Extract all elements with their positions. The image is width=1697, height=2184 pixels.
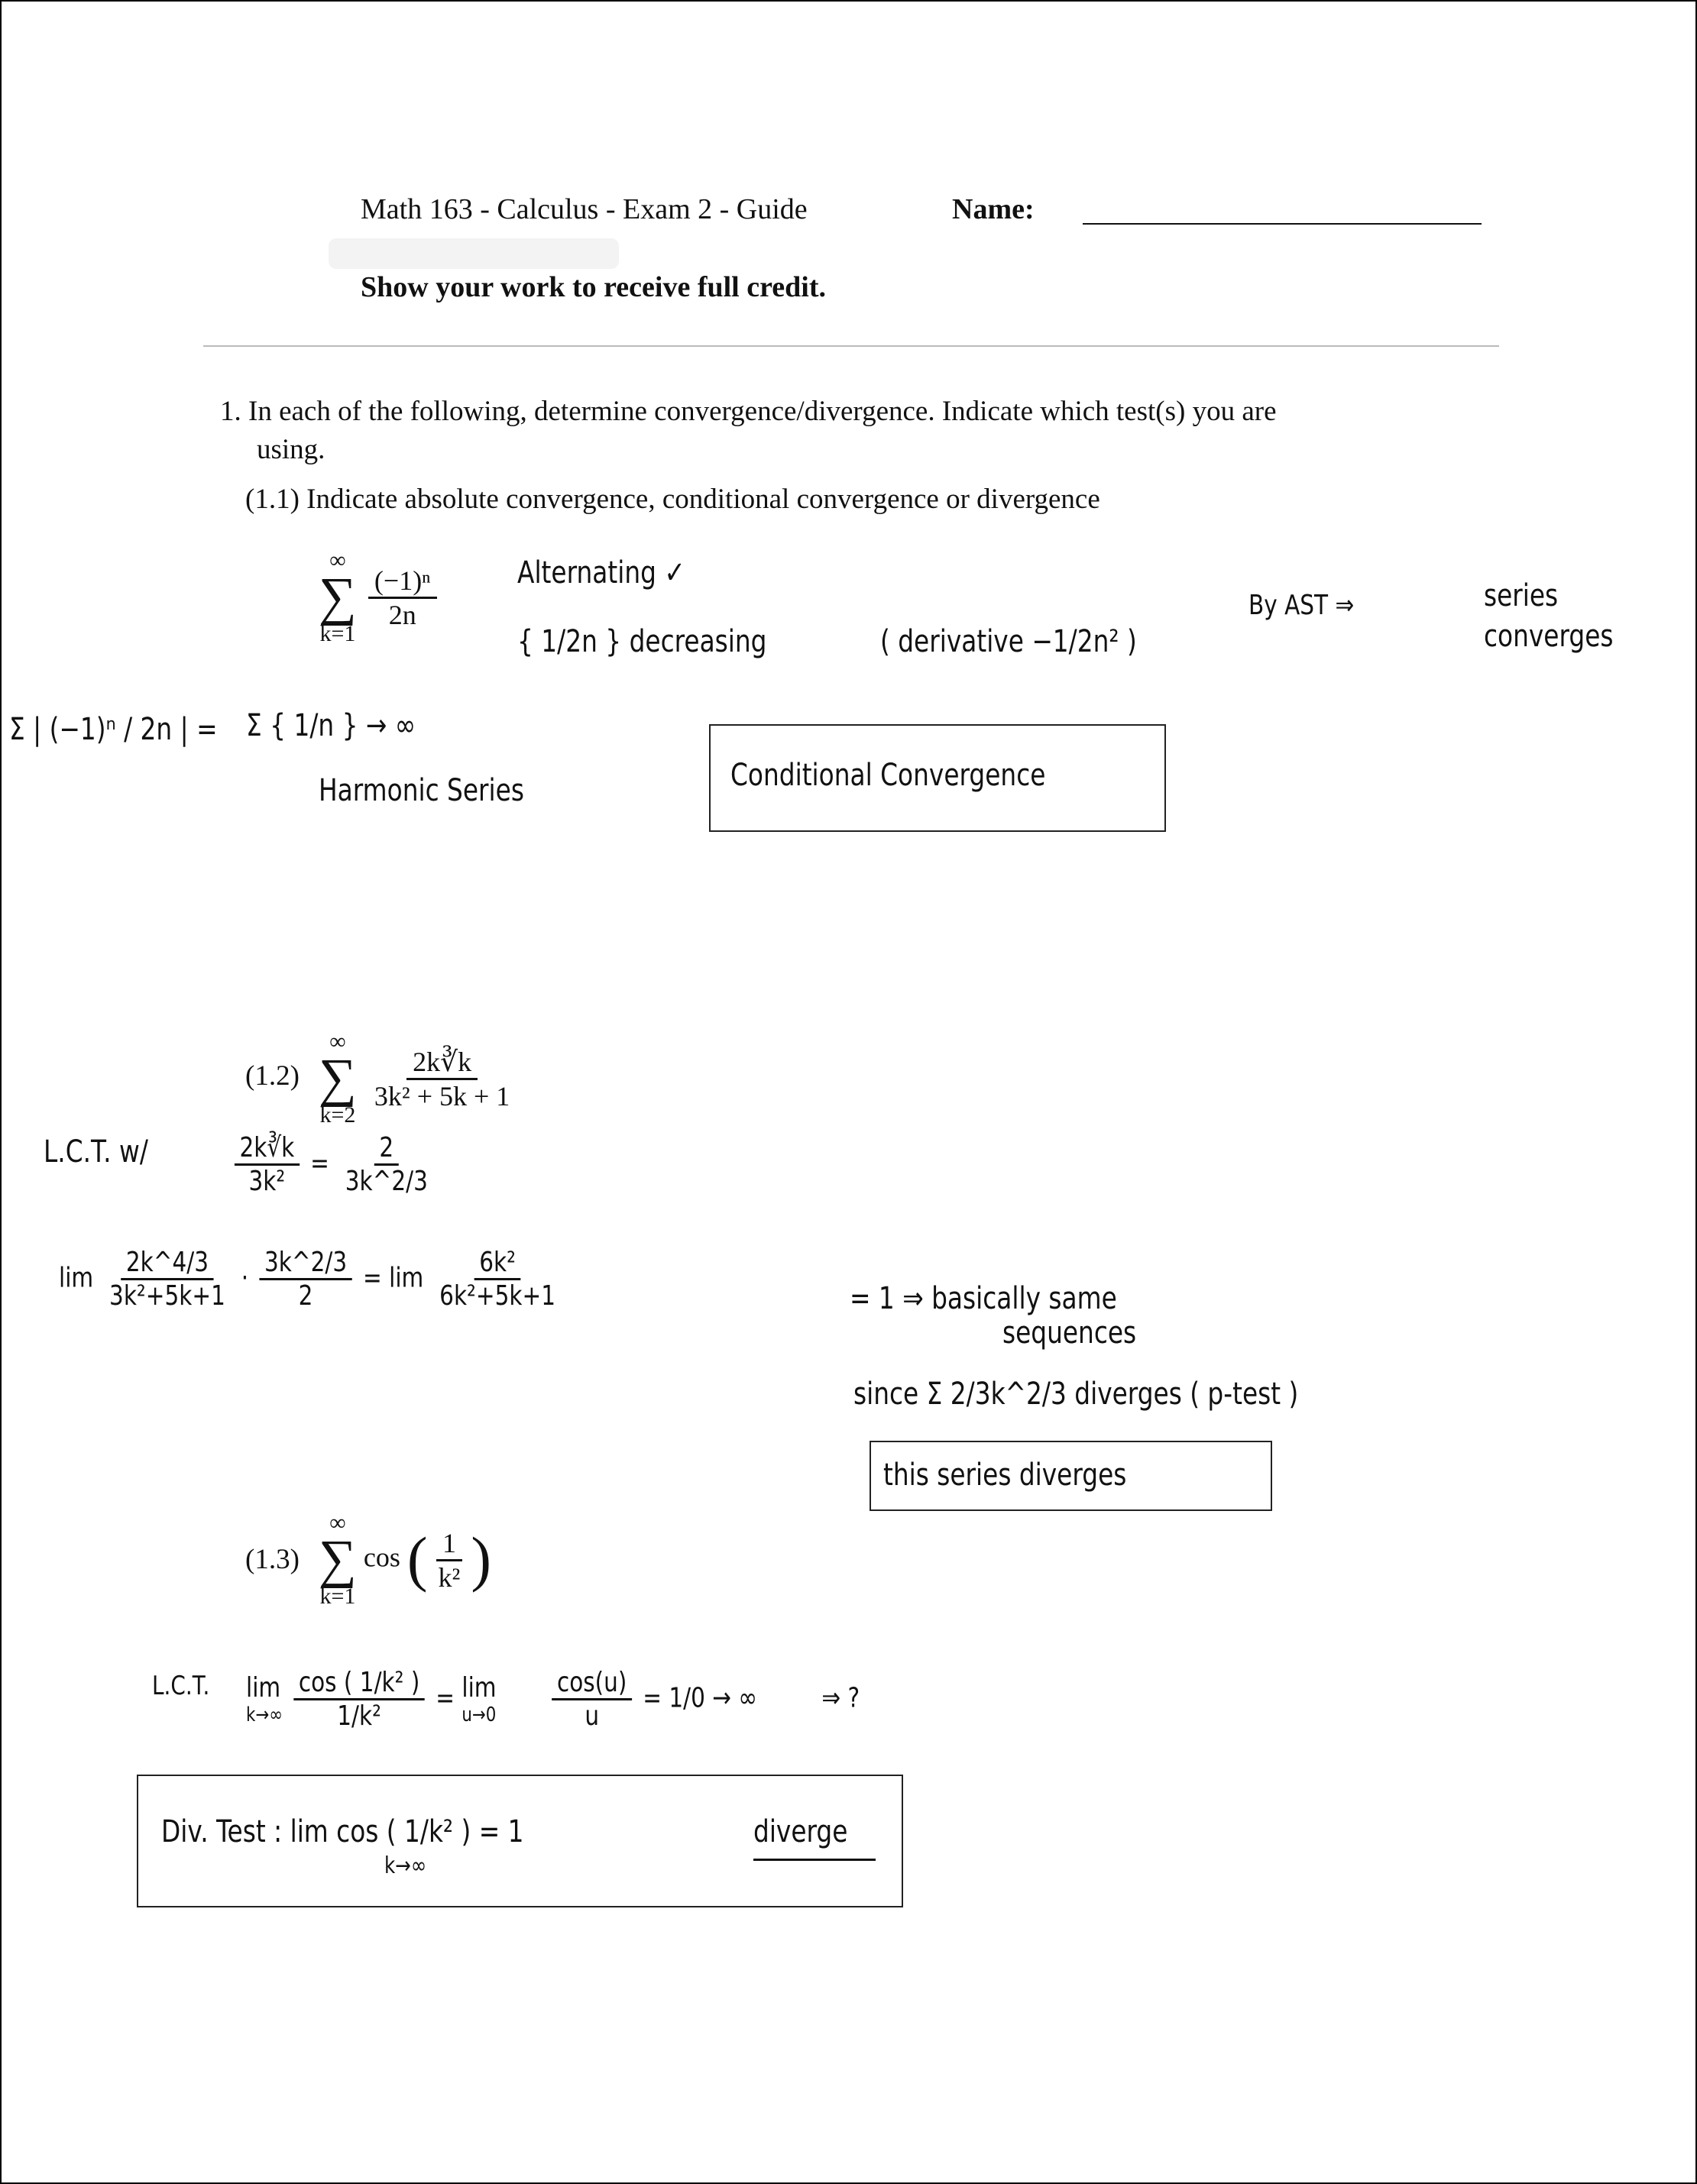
- note-derivative: ( derivative −1/2n² ): [880, 624, 1137, 659]
- answer-1-1: Conditional Convergence: [730, 758, 1046, 793]
- note-decreasing: { 1/2n } decreasing: [517, 624, 767, 659]
- note-ast: By AST ⇒: [1248, 590, 1355, 621]
- note-harmonic-sum: Σ { 1/n } → ∞: [246, 708, 416, 743]
- answer-1-3: diverge: [753, 1814, 848, 1849]
- limit-computation-1-3: lim k→∞ $\frac{\text{cos ( 1/k² )}}{\text{1/k²}}$ = lim u→0 $\frac{\cos(u)}{u}$ = 1/0 → ∞ ⇒ ?: [246, 1667, 860, 1732]
- note-lct: L.C.T. w/: [44, 1134, 148, 1170]
- note-same: = 1 ⇒ basically same: [850, 1281, 1117, 1316]
- note-harmonic: Harmonic Series: [319, 773, 524, 808]
- divider: [203, 345, 1499, 347]
- note-converges: converges: [1484, 619, 1614, 654]
- part-1-3-label: (1.3): [245, 1544, 300, 1575]
- answer-1-2: this series diverges: [883, 1458, 1127, 1493]
- note-lct-1-3: L.C.T.: [152, 1671, 210, 1701]
- series-1-3: ∞ ∑ k=1 cos ( $\frac{1}{\text{k²}}$ ): [319, 1510, 491, 1609]
- answer-box-1-1: [709, 724, 1166, 832]
- exam-title: Math 163 - Calculus - Exam 2 - Guide: [361, 193, 808, 225]
- limit-computation-1-2: lim $\frac{2k\^{}4/3}{\text{3k²+5k+1}}$ · $\frac{3k\^{}2/3}{2}$ = lim $\frac{\text{6k²}}{\text{6k²+5k+1}}$: [59, 1247, 556, 1312]
- part-1-2-label: (1.2): [245, 1060, 300, 1092]
- note-abs-series: Σ | (−1)ⁿ / 2n | =: [9, 712, 218, 747]
- answer-underline: [753, 1859, 876, 1861]
- div-test-note: Div. Test : lim cos ( 1/k² ) = 1: [161, 1814, 524, 1849]
- question-intro: 1. In each of the following, determine convergence/divergence. Indicate which test(s) you are: [220, 396, 1277, 427]
- question-intro-cont: using.: [257, 434, 325, 465]
- lct-comparison: $\frac{2k∛k}{\text{3k²}}$ = $\frac{2}{3k\^{}2/3}$: [231, 1132, 436, 1197]
- name-label: Name:: [952, 193, 1035, 225]
- redacted-area: [329, 238, 619, 269]
- part-1-1-label: (1.1) Indicate absolute convergence, conditional convergence or divergence: [245, 484, 1100, 515]
- note-sequences: sequences: [1002, 1315, 1137, 1351]
- series-1-1: ∞ ∑ k=1 $\frac{\text{(−1)ⁿ}}{2n}$: [319, 548, 442, 647]
- instruction: Show your work to receive full credit.: [361, 271, 826, 303]
- div-test-sub: k→∞: [384, 1852, 427, 1879]
- name-line[interactable]: [1083, 223, 1482, 225]
- series-1-2: ∞ ∑ k=2 $\frac{2k∛k}{\text{3k² + 5k + 1}}$: [319, 1029, 510, 1128]
- note-alternating: Alternating ✓: [517, 555, 685, 590]
- answer-box-1-2: [870, 1441, 1272, 1511]
- note-series: series: [1484, 578, 1559, 613]
- answer-box-1-3: [137, 1775, 903, 1907]
- note-since: since Σ 2/3k^2/3 diverges ( p-test ): [853, 1377, 1299, 1412]
